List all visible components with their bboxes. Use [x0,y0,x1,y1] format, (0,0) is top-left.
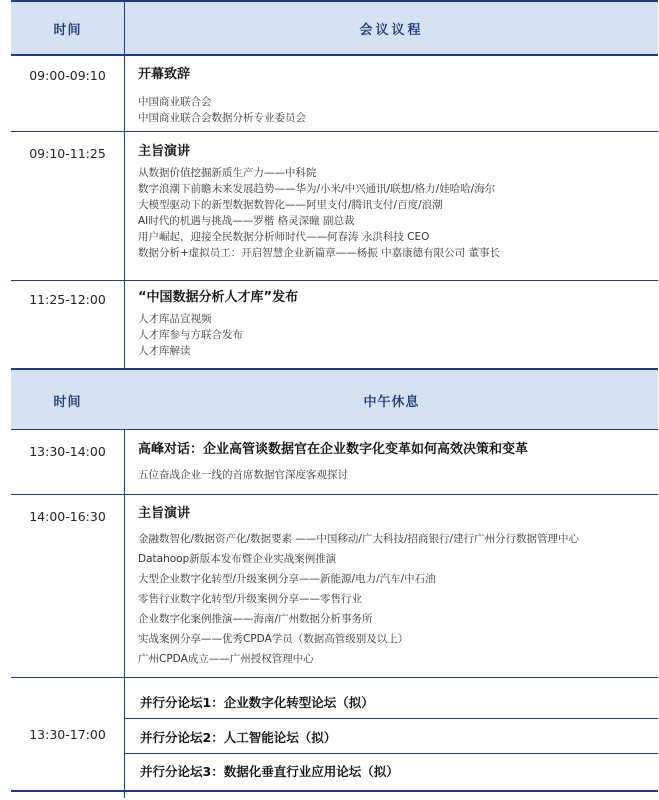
column-divider-bottom [124,370,125,798]
session-item: 企业数字化案例推演——海南/广州数据分析事务所 [138,613,373,625]
session-item: 实战案例分享——优秀CPDA学员（数据高管级别及以上） [138,633,409,645]
session-item: 中国商业联合会数据分析专业委员会 [138,112,306,124]
session-item: 金融数智化/数据资产化/数据要素 ——中国移动/广大科技/招商银行/建行广州分行数据管理中心 [138,533,580,545]
forum-item-2: 并行分论坛2：人工智能论坛（拟） [140,730,337,745]
break-header [11,370,658,430]
forum-item-3: 并行分论坛3：数据化垂直行业应用论坛（拟） [140,764,399,779]
session-block [138,143,653,261]
session-item: 中国商业联合会 [138,96,212,108]
session-item: AI时代的机遇与挑战——罗楷 格灵深瞳 副总裁 [138,215,355,227]
session-item: 大模型驱动下的新型数据数智化——阿里支付/腾讯支付/百度/浪潮 [138,199,443,211]
session-time: 14:00-16:30 [29,509,106,524]
header-time-label: 时间 [53,22,82,38]
forums-time: 13:30-17:00 [29,727,106,742]
session-item: 人才库解读 [138,345,191,357]
session-title: 主旨演讲 [138,144,191,159]
header-bottom-border [11,54,658,56]
session-item: 数字浪潮下前瞻未来发展趋势——华为/小米/中兴通讯/联想/格力/娃哈哈/海尔 [138,183,496,195]
forum-separator [125,753,658,754]
session-item: 用户崛起，迎接全民数据分析师时代——何春涛 永洪科技 CEO [138,231,430,243]
row-separator [11,677,658,678]
session-time: 11:25-12:00 [29,292,106,307]
session-block [138,441,653,483]
forum-item-1: 并行分论坛1：企业数字化转型论坛（拟） [140,695,374,710]
break-header-bottom-border [11,429,658,430]
session-item: 五位奋战企业一线的首席数据官深度客观探讨 [138,469,348,481]
column-divider-top [124,0,125,370]
header-time-label: 时间 [53,394,82,410]
header-agenda-label: 会议议程 [359,22,424,38]
header-break-label: 中午休息 [363,394,420,410]
session-block [138,289,653,359]
row-separator [11,280,658,281]
row-separator [11,131,658,132]
session-item: 数据分析+虚拟员工：开启智慧企业新篇章——杨振 中嘉康德有限公司 董事长 [138,247,500,259]
session-item: Datahoop新版本发布暨企业实战案例推演 [138,553,337,565]
session-item: 大型企业数字化转型/升级案例分享——新能源/电力/汽车/中石油 [138,573,436,585]
session-time: 09:10-11:25 [29,146,106,161]
forum-separator [125,718,658,719]
session-title: 开幕致辞 [138,67,191,82]
session-block [138,66,653,126]
session-title: “中国数据分析人才库”发布 [138,290,299,305]
agenda-header [11,2,658,54]
bottom-border [11,790,658,792]
row-separator [11,494,658,495]
session-block [138,505,653,669]
session-title: 高峰对话：企业高管谈数据官在企业数字化变革如何高效决策和变革 [138,442,529,457]
session-item: 从数据价值挖掘新质生产力——中科院 [138,167,317,179]
session-item: 广州CPDA成立——广州授权管理中心 [138,653,314,665]
session-item: 零售行业数字化转型/升级案例分享——零售行业 [138,593,363,605]
session-time: 09:00-09:10 [29,68,106,83]
session-item: 人才库品宣视频 [138,313,212,325]
session-item: 人才库参与方联合发布 [138,329,243,341]
session-title: 主旨演讲 [138,506,191,521]
session-time: 13:30-14:00 [29,444,106,459]
